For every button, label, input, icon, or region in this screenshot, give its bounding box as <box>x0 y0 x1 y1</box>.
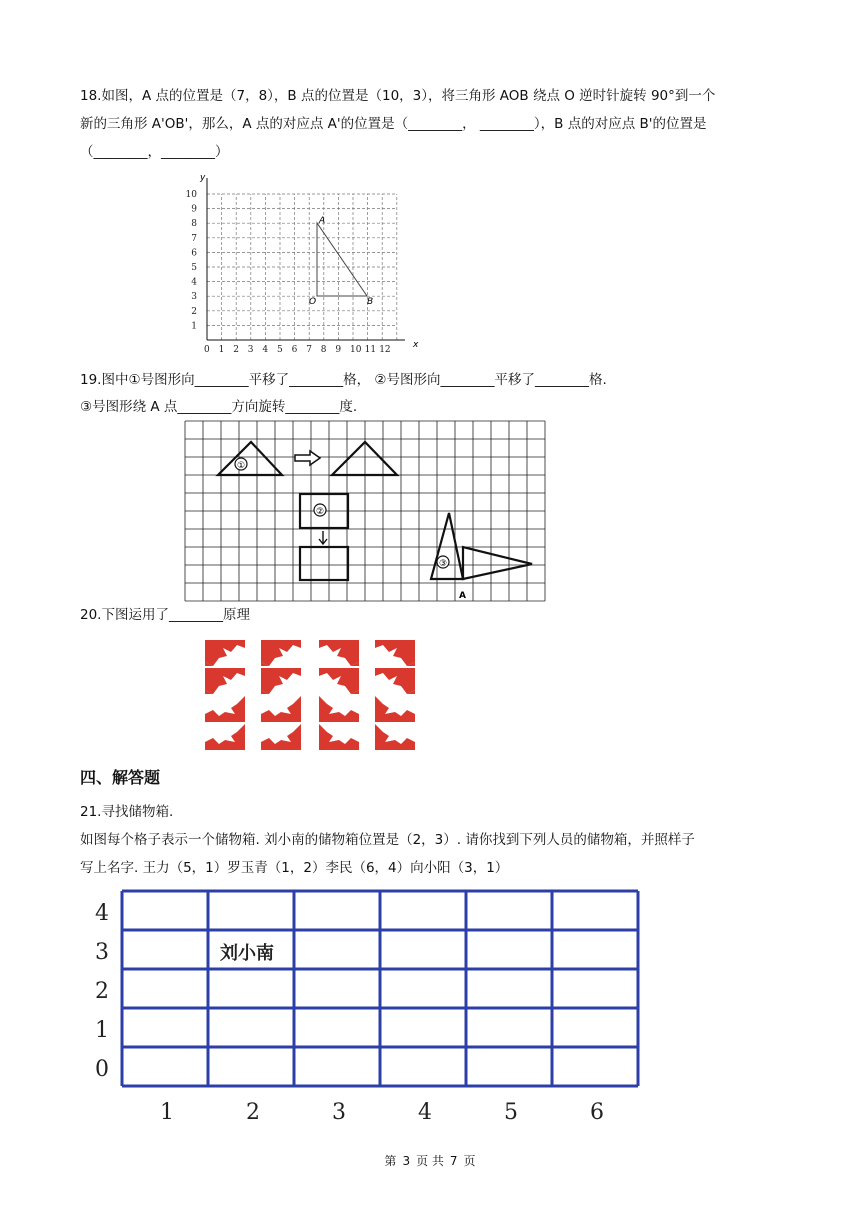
q18-line1: 18.如图，A 点的位置是（7，8），B 点的位置是（10，3），将三角形 AOB 绕点 O 逆时针旋转 90°到一个 <box>80 88 716 104</box>
y-tick-label: 3 <box>191 292 197 303</box>
pattern-tile <box>261 696 301 722</box>
footer-total-pages: 7 <box>449 1154 458 1168</box>
column-label: 4 <box>418 1100 432 1125</box>
shape-2-translated <box>300 547 348 580</box>
row-label: 2 <box>95 979 109 1004</box>
pattern-tile <box>375 640 415 666</box>
pattern-tile <box>205 724 245 750</box>
shape-3-label: ③ <box>438 559 448 569</box>
x-tick-label: 5 <box>277 345 283 355</box>
q20-tile-pattern <box>205 640 425 750</box>
q18-grid <box>207 194 397 340</box>
footer-prefix: 第 <box>384 1154 397 1168</box>
q19-grid-figure <box>185 421 547 602</box>
q18-line3: （________，________） <box>80 144 229 160</box>
q21-line2: 如图每个格子表示一个储物箱. 刘小南的储物箱位置是（2，3）. 请你找到下列人员的储物箱，并照样子 <box>80 832 695 848</box>
row-label: 3 <box>95 940 109 965</box>
q21-locker-grid <box>90 883 650 1123</box>
y-tick-label: 2 <box>191 306 197 317</box>
column-label: 1 <box>160 1100 174 1125</box>
y-tick-label: 8 <box>191 219 197 230</box>
y-tick-label: 4 <box>191 277 197 288</box>
q19-line2: ③号图形绕 A 点________方向旋转________度. <box>80 399 358 415</box>
q21-line1: 21.寻找储物箱. <box>80 804 174 820</box>
pattern-tile <box>319 696 359 722</box>
y-tick-label: 1 <box>191 321 197 332</box>
rotation-point-A-label: A <box>459 591 466 601</box>
row-label: 1 <box>95 1018 109 1043</box>
column-label: 5 <box>504 1100 518 1125</box>
q21-line3: 写上名字. 王力（5，1）罗玉青（1，2）李民（6，4）向小阳（3，1） <box>80 860 509 876</box>
x-tick-label: 8 <box>320 345 327 355</box>
x-tick-label: 3 <box>247 345 254 355</box>
y-tick-label: 6 <box>191 248 197 259</box>
y-axis-label: y <box>200 173 206 183</box>
point-B-label: B <box>367 297 374 307</box>
down-arrow-icon <box>319 531 327 544</box>
pattern-tile <box>261 668 301 694</box>
x-axis-label: x <box>413 340 419 350</box>
x-tick-label: 2 <box>233 345 239 355</box>
footer-suffix: 页 <box>463 1154 476 1168</box>
y-tick-label: 7 <box>191 233 197 244</box>
y-tick-label: 5 <box>191 263 197 273</box>
triangle-AOB <box>317 223 367 296</box>
locker-name-liu-xiaonan: 刘小南 <box>220 943 274 964</box>
q18-coordinate-figure <box>185 173 425 360</box>
x-tick-label: 12 <box>379 345 391 355</box>
pattern-tile <box>319 668 359 694</box>
pattern-tile <box>375 696 415 722</box>
column-label: 6 <box>590 1100 604 1125</box>
x-tick-label: 10 <box>350 345 362 355</box>
right-arrow-icon <box>295 451 320 465</box>
row-label: 0 <box>95 1057 109 1082</box>
footer-mid: 页 共 <box>416 1154 444 1168</box>
shape-1-triangle <box>218 442 282 475</box>
x-tick-label: 0 <box>204 345 210 355</box>
column-label: 2 <box>246 1100 260 1125</box>
shape-2-label: ② <box>315 507 325 517</box>
pattern-tile <box>205 668 245 694</box>
page-footer <box>0 1152 860 1169</box>
pattern-tile <box>261 640 301 666</box>
pattern-tile <box>319 640 359 666</box>
pattern-tile <box>319 724 359 750</box>
row-label: 4 <box>95 901 109 926</box>
q19-line1: 19.图中①号图形向________平移了________格， ②号图形向________平移了________格. <box>80 372 607 388</box>
pattern-tile <box>375 668 415 694</box>
footer-page-number: 3 <box>402 1154 411 1168</box>
y-tick-label: 9 <box>191 204 197 215</box>
shape-3-triangle <box>431 513 463 579</box>
point-A-label: A <box>319 216 326 226</box>
x-tick-label: 6 <box>291 345 298 355</box>
y-tick-label: 10 <box>185 190 197 200</box>
x-tick-label: 1 <box>218 345 225 355</box>
shape-1-translated <box>332 442 397 475</box>
pattern-tile <box>205 696 245 722</box>
q21-grid <box>122 891 638 1086</box>
pattern-tile <box>205 640 245 666</box>
shape-1-label: ① <box>236 461 246 471</box>
pattern-tile <box>261 724 301 750</box>
column-label: 3 <box>332 1100 346 1125</box>
x-tick-label: 4 <box>262 345 269 355</box>
pattern-tile <box>375 724 415 750</box>
section-4-title: 四、解答题 <box>80 768 161 787</box>
x-tick-label: 11 <box>364 345 377 355</box>
x-tick-label: 9 <box>335 345 342 355</box>
point-O-label: O <box>309 297 317 307</box>
q20-line1: 20.下图运用了________原理 <box>80 607 250 623</box>
q18-line2: 新的三角形 A'OB'，那么，A 点的对应点 A'的位置是（________， ________），B 点的对应点 B'的位置是 <box>80 116 707 132</box>
x-tick-label: 7 <box>306 345 312 355</box>
